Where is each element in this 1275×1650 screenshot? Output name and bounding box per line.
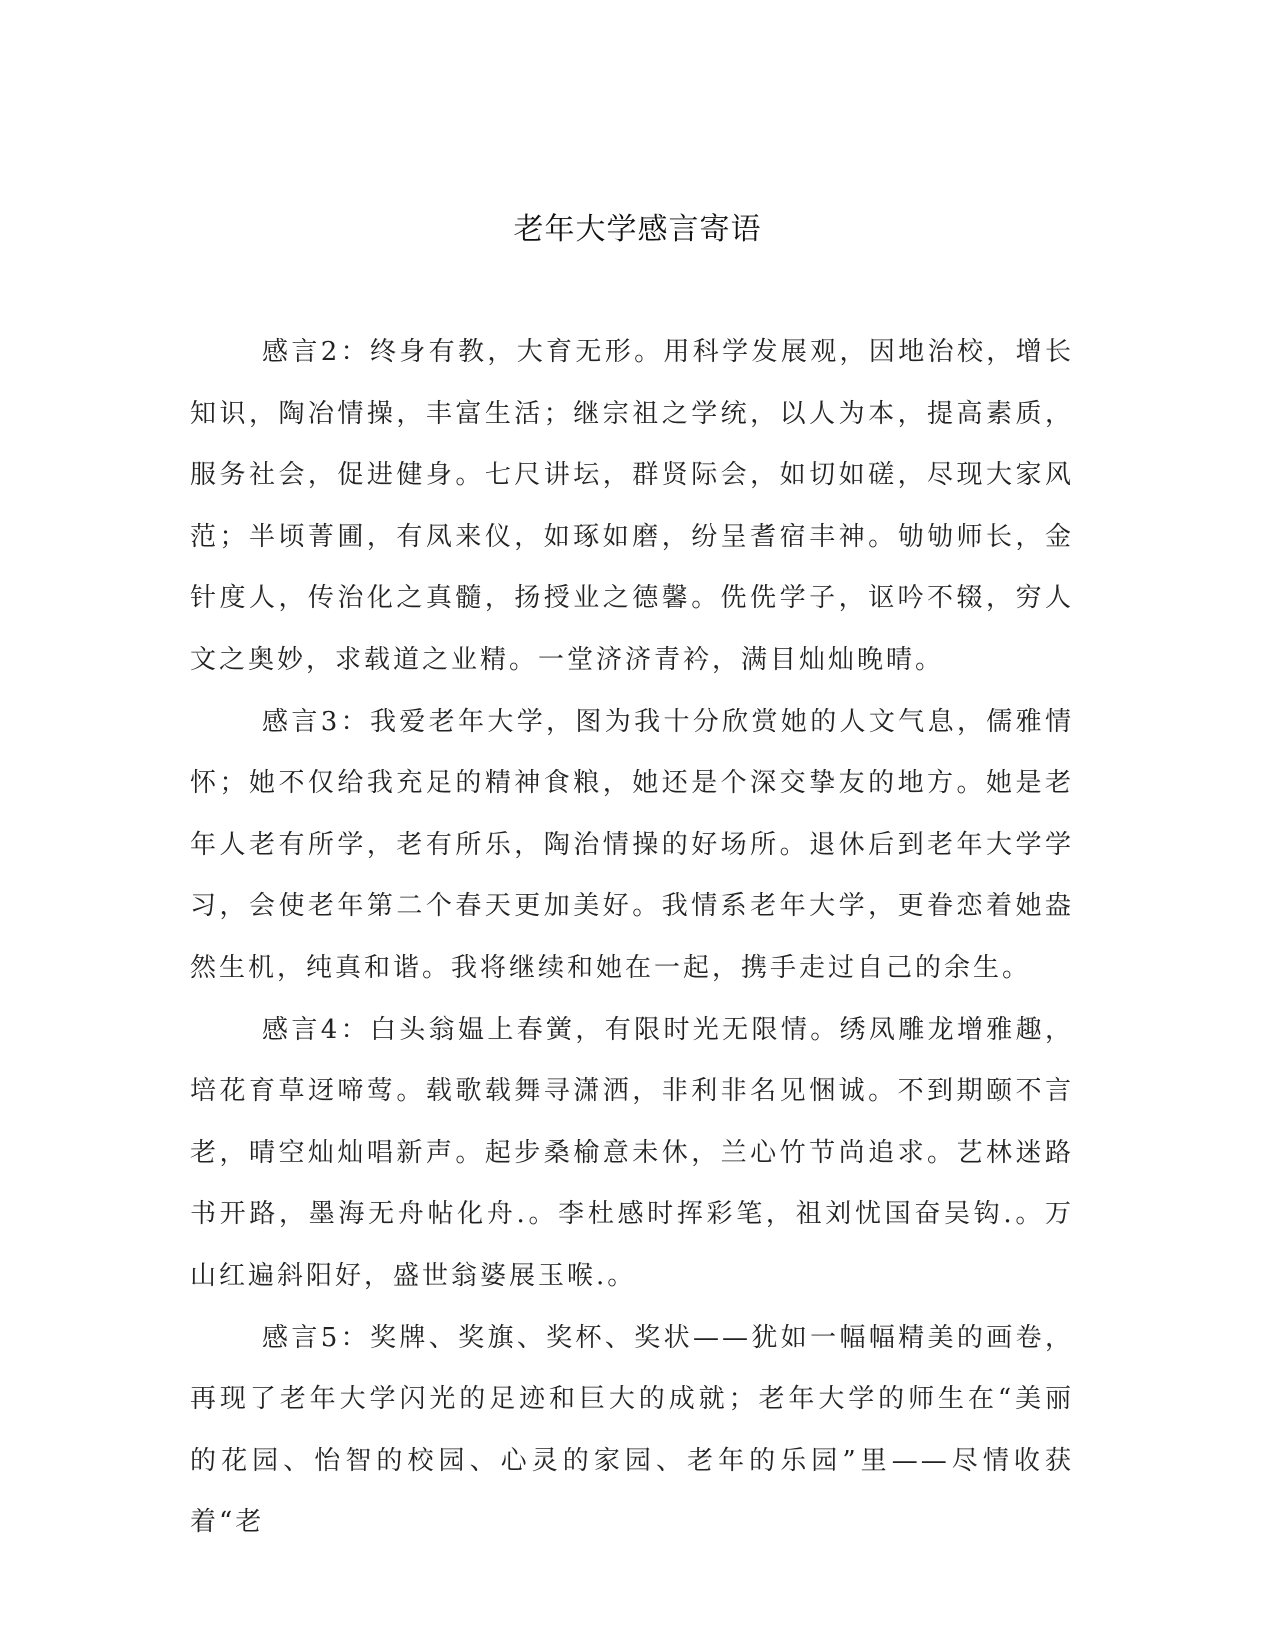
paragraph-2: 感言3：我爱老年大学，图为我十分欣赏她的人文气息，儒雅情怀；她不仅给我充足的精神食粮，她还是个深交挚友的地方。她是老年人老有所学，老有所乐，陶治情操的好场所。退休后到老年大学学习，会使老年第二个春天更加美好。我情系老年大学，更眷恋着她盎然生机，纯真和谐。我将继续和她在一起，携手走过自己的余生。 [190, 706, 1074, 983]
document-title: 老年大学感言寄语 [513, 212, 762, 247]
document-body [190, 322, 1074, 1554]
paragraph-3: 感言4：白头翁媪上春黉，有限时光无限情。绣凤雕龙增雅趣，培花育草迓啼莺。载歌载舞寻潇洒，非利非名见悃诚。不到期颐不言老，晴空灿灿唱新声。起步桑榆意未休，兰心竹节尚追求。艺林迷路书开路，墨海无舟帖化舟.。李杜感时挥彩笔，祖刘忧国奋吴钩.。万山红遍斜阳好，盛世翁婆展玉喉.。 [190, 1014, 1074, 1291]
paragraph-1: 感言2：终身有教，大育无形。用科学发展观，因地治校，增长知识，陶冶情操，丰富生活；继宗祖之学统，以人为本，提高素质，服务社会，促进健身。七尺讲坛，群贤际会，如切如磋，尽现大家风范；半顷菁圃，有凤来仪，如琢如磨，纷呈耆宿丰神。劬劬师长，金针度人，传治化之真髓，扬授业之德馨。侁侁学子，讴吟不辍，穷人文之奥妙，求载道之业精。一堂济济青衿，满目灿灿晚晴。 [190, 337, 1074, 675]
paragraph-4: 感言5：奖牌、奖旗、奖杯、奖状——犹如一幅幅精美的画卷，再现了老年大学闪光的足迹和巨大的成就；老年大学的师生在“美丽的花园、怡智的校园、心灵的家园、老年的乐园”里——尽情收获着“老 [190, 1322, 1074, 1538]
